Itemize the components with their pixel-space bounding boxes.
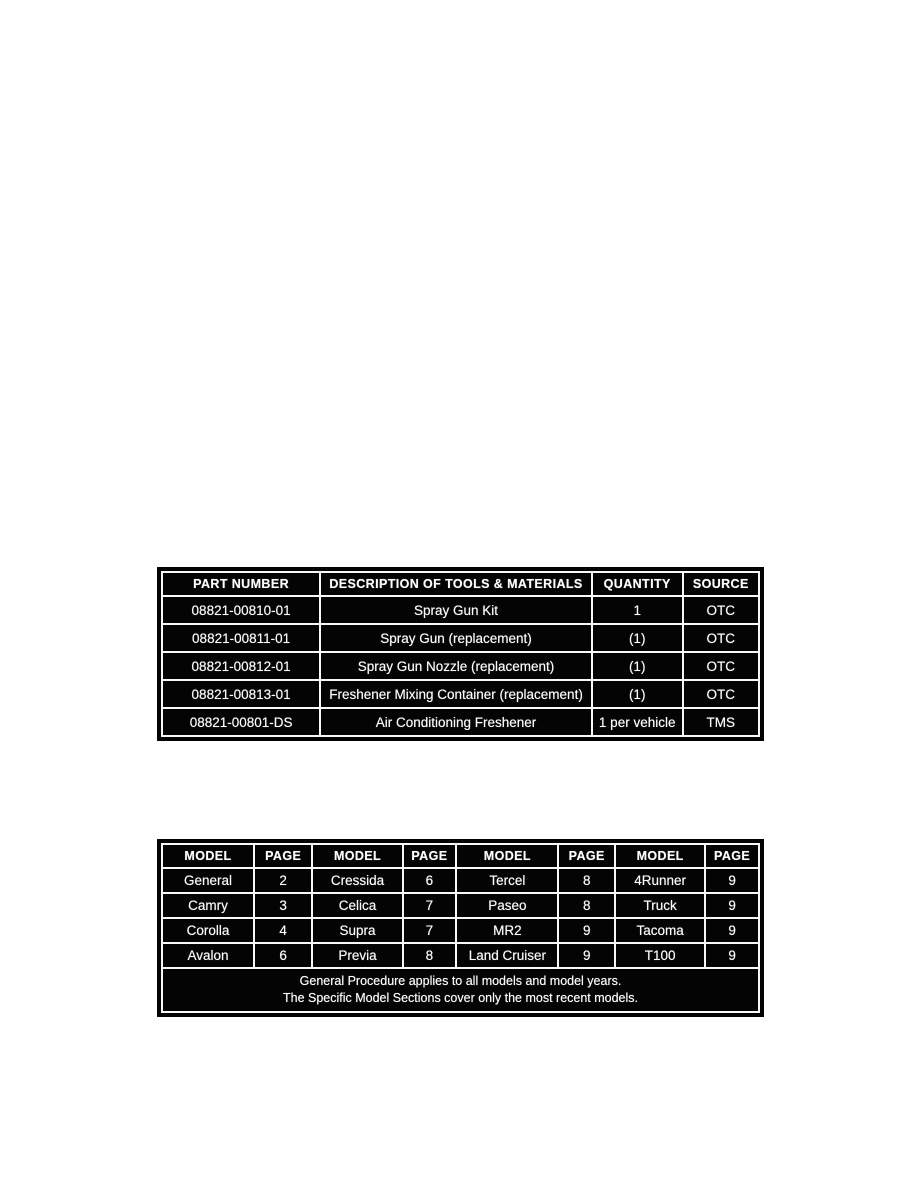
table-row: [162, 708, 759, 736]
model-cell: Supra: [312, 918, 402, 943]
description-cell: Spray Gun Nozzle (replacement): [320, 652, 592, 680]
quantity-cell: 1: [592, 596, 683, 624]
table-header-row: [162, 572, 759, 596]
table-row: [162, 652, 759, 680]
part-number-cell: 08821-00801-DS: [162, 708, 320, 736]
page-cell: 4: [254, 918, 313, 943]
page-cell: 2: [254, 868, 313, 893]
model-cell: Tercel: [456, 868, 558, 893]
description-cell: Spray Gun (replacement): [320, 624, 592, 652]
quantity-cell: (1): [592, 652, 683, 680]
page-cell: 7: [403, 918, 457, 943]
model-cell: Corolla: [162, 918, 254, 943]
table-row: [162, 680, 759, 708]
source-cell: OTC: [683, 680, 759, 708]
source-cell: OTC: [683, 652, 759, 680]
page-column-header: PAGE: [254, 844, 313, 868]
model-cell: MR2: [456, 918, 558, 943]
description-cell: Freshener Mixing Container (replacement): [320, 680, 592, 708]
page-cell: 9: [705, 943, 759, 968]
source-cell: TMS: [683, 708, 759, 736]
page-cell: 8: [558, 893, 615, 918]
page-cell: 6: [254, 943, 313, 968]
table-footnote-row: [162, 968, 759, 1012]
part-number-column-header: PART NUMBER: [162, 572, 320, 596]
table-row: [162, 624, 759, 652]
part-number-cell: 08821-00810-01: [162, 596, 320, 624]
tools-materials-table-grid: [161, 571, 760, 737]
footnote-cell: [162, 968, 759, 1012]
model-cell: General: [162, 868, 254, 893]
part-number-cell: 08821-00813-01: [162, 680, 320, 708]
model-cell: Previa: [312, 943, 402, 968]
model-cell: Avalon: [162, 943, 254, 968]
model-page-index-table-grid: [161, 843, 760, 1013]
model-cell: Camry: [162, 893, 254, 918]
model-cell: Tacoma: [615, 918, 705, 943]
table-header-row: [162, 844, 759, 868]
page-cell: 9: [705, 918, 759, 943]
page-column-header: PAGE: [558, 844, 615, 868]
page-cell: 8: [403, 943, 457, 968]
quantity-cell: (1): [592, 624, 683, 652]
footnote-line-1: General Procedure applies to all models and model years.: [299, 974, 622, 989]
table-row: [162, 596, 759, 624]
model-page-index-table: [157, 839, 764, 1017]
model-cell: Land Cruiser: [456, 943, 558, 968]
table-row: [162, 868, 759, 893]
model-cell: Truck: [615, 893, 705, 918]
page-cell: 6: [403, 868, 457, 893]
model-cell: Paseo: [456, 893, 558, 918]
source-cell: OTC: [683, 624, 759, 652]
page-column-header: PAGE: [403, 844, 457, 868]
model-cell: T100: [615, 943, 705, 968]
model-cell: Celica: [312, 893, 402, 918]
source-cell: OTC: [683, 596, 759, 624]
quantity-cell: (1): [592, 680, 683, 708]
part-number-cell: 08821-00811-01: [162, 624, 320, 652]
page-cell: 9: [558, 943, 615, 968]
model-column-header: MODEL: [615, 844, 705, 868]
model-column-header: MODEL: [312, 844, 402, 868]
part-number-cell: 08821-00812-01: [162, 652, 320, 680]
model-cell: 4Runner: [615, 868, 705, 893]
table-row: [162, 918, 759, 943]
page-cell: 3: [254, 893, 313, 918]
page-cell: 9: [705, 868, 759, 893]
description-cell: Spray Gun Kit: [320, 596, 592, 624]
model-cell: Cressida: [312, 868, 402, 893]
description-column-header: DESCRIPTION OF TOOLS & MATERIALS: [320, 572, 592, 596]
quantity-column-header: QUANTITY: [592, 572, 683, 596]
page-cell: 7: [403, 893, 457, 918]
page-cell: 9: [705, 893, 759, 918]
model-column-header: MODEL: [456, 844, 558, 868]
page-cell: 9: [558, 918, 615, 943]
table-row: [162, 893, 759, 918]
model-column-header: MODEL: [162, 844, 254, 868]
table-row: [162, 943, 759, 968]
tools-materials-table: [157, 567, 764, 741]
description-cell: Air Conditioning Freshener: [320, 708, 592, 736]
page-cell: 8: [558, 868, 615, 893]
source-column-header: SOURCE: [683, 572, 759, 596]
page-column-header: PAGE: [705, 844, 759, 868]
quantity-cell: 1 per vehicle: [592, 708, 683, 736]
footnote-line-2: The Specific Model Sections cover only the most recent models.: [282, 991, 639, 1005]
